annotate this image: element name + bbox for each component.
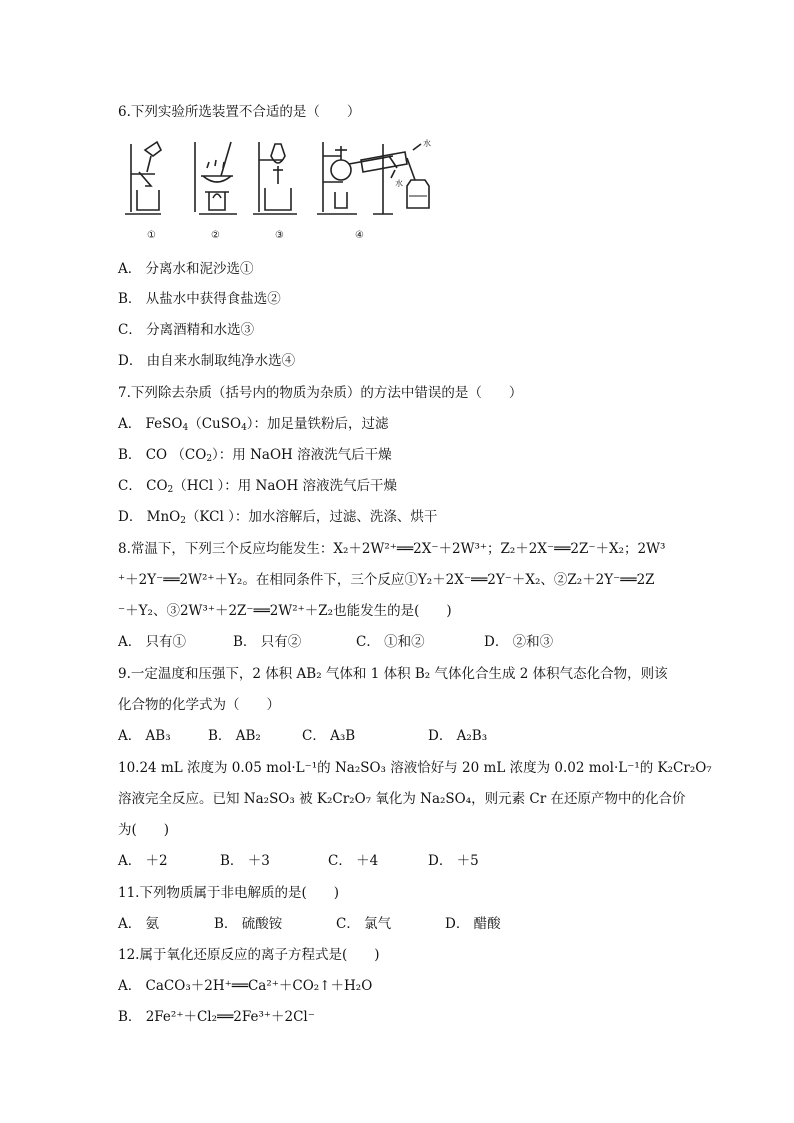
q9-option-c: C． A₃B <box>302 728 356 744</box>
figure-label-3: ③ <box>275 230 284 241</box>
q10-line-2: 溶液完全反应。已知 Na₂SO₃ 被 K₂Cr₂O₇ 氧化为 Na₂SO₄，则元素 Cr 在还原产物中的化合价 <box>118 791 686 807</box>
figure-label-4: ④ <box>355 230 364 241</box>
q8-line-3: ⁻＋Y₂、③2W³⁺＋2Z⁻══2W²⁺＋Z₂也能发生的是( ) <box>118 603 452 619</box>
q10-line-3: 为( ) <box>118 822 170 838</box>
q8-option-a: A． 只有① <box>118 634 187 650</box>
q10-option-d: D． ＋5 <box>428 853 479 869</box>
q8-option-d: D． ②和③ <box>484 634 554 650</box>
water-out-label: 水 <box>423 139 431 148</box>
q6-option-b: B． 从盐水中获得食盐选② <box>118 291 281 307</box>
q8-line-2: ⁺＋2Y⁻══2W²⁺＋Y₂。在相同条件下，三个反应①Y₂＋2X⁻══2Y⁻＋X₂、②Z₂＋2Y⁻══2Z <box>118 572 655 588</box>
q12-option-a: A． CaCO₃＋2H⁺══Ca²⁺＋CO₂↑＋H₂O <box>118 978 373 994</box>
q6-option-a: A． 分离水和泥沙选① <box>118 261 254 277</box>
q10-line-1: 10.24 mL 浓度为 0.05 mol·L⁻¹的 Na₂SO₃ 溶液恰好与 20 mL 浓度为 0.02 mol·L⁻¹的 K₂Cr₂O₇ <box>118 760 712 776</box>
figure-label-1: ① <box>147 230 156 241</box>
q11-option-d: D． 醋酸 <box>445 916 501 932</box>
figure-label-2: ② <box>211 230 220 241</box>
q10-option-b: B． ＋3 <box>220 853 270 869</box>
q8-option-b: B． 只有② <box>233 634 302 650</box>
q8-line-1: 8.常温下，下列三个反应均能发生：X₂＋2W²⁺══2X⁻＋2W³⁺；Z₂＋2X⁻══2Z⁻＋X₂；2W³ <box>118 541 666 557</box>
q9-option-d: D． A₂B₃ <box>428 728 488 744</box>
q10-option-c: C． ＋4 <box>328 853 379 869</box>
q11-option-a: A． 氨 <box>118 916 160 932</box>
q7-stem: 7.下列除去杂质（括号内的物质为杂质）的方法中错误的是（ ） <box>118 385 523 401</box>
q7-option-d: D． MnO$_2$（KCl ）：加水溶解后，过滤、洗涤、烘干 <box>118 509 438 526</box>
q6-option-c: C． 分离酒精和水选③ <box>118 322 255 338</box>
q11-option-b: B． 硫酸铵 <box>214 916 283 932</box>
q11-option-c: C． 氯气 <box>336 916 392 932</box>
q6-stem: 6.下列实验所选装置不合适的是（ ） <box>118 104 361 120</box>
q9-line-1: 9.一定温度和压强下，2 体积 AB₂ 气体和 1 体积 B₂ 气体化合生成 2 体积气态化合物，则该 <box>118 666 668 682</box>
q7-option-b: B． CO $(CO_2)$：用 NaOH 溶液洗气后干燥 <box>118 447 392 464</box>
q11-stem: 11.下列物质属于非电解质的是( ) <box>118 885 340 901</box>
q8-option-c: C． ①和② <box>356 634 425 650</box>
q9-option-b: B． AB₂ <box>208 728 261 744</box>
q9-option-a: A． AB₃ <box>118 728 171 744</box>
q10-option-a: A． ＋2 <box>118 853 168 869</box>
water-in-label: 水 <box>395 179 403 188</box>
q7-option-a: A． FeSO$_4$（CuSO$_4$）：加足量铁粉后，过滤 <box>118 416 389 433</box>
q6-option-d: D． 由自来水制取纯净水选④ <box>118 353 296 369</box>
q12-option-b: B． 2Fe²⁺＋Cl₂══2Fe³⁺＋2Cl⁻ <box>118 1009 315 1025</box>
q9-line-2: 化合物的化学式为（ ） <box>118 697 280 713</box>
q7-option-c: C． $CO_2(HCl$ ）：用 NaOH 溶液洗气后干燥 <box>118 478 398 495</box>
q12-stem: 12.属于氧化还原反应的离子方程式是( ) <box>118 947 380 963</box>
